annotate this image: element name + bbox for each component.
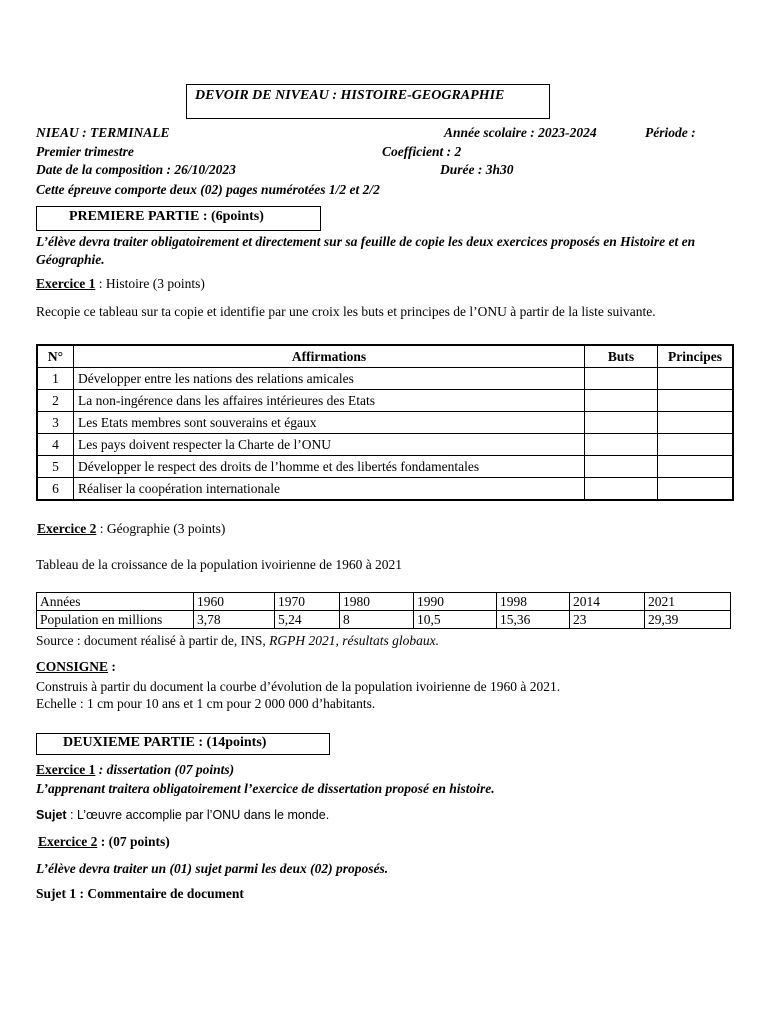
annee-scolaire: Année scolaire : 2023-2024 bbox=[444, 125, 597, 140]
row-number: 4 bbox=[37, 434, 74, 456]
consigne-label: CONSIGNE bbox=[36, 659, 109, 674]
table-row bbox=[37, 368, 733, 390]
pages-info: Cette épreuve comporte deux (02) pages numérotées 1/2 et 2/2 bbox=[36, 182, 380, 197]
year-cell: 1998 bbox=[497, 593, 570, 611]
trimestre: Premier trimestre bbox=[36, 144, 134, 159]
exercise2-label: Exercice 2 bbox=[37, 521, 97, 536]
part2-exercise1-subject: : dissertation (07 points) bbox=[95, 762, 235, 777]
part1-box bbox=[36, 206, 321, 231]
buts-cell bbox=[585, 434, 658, 456]
principes-cell bbox=[658, 412, 734, 434]
part2-exercise1-heading bbox=[36, 762, 234, 778]
population-cell: 5,24 bbox=[275, 611, 340, 629]
population-cell: 23 bbox=[570, 611, 645, 629]
row-text: Développer entre les nations des relations amicales bbox=[74, 368, 585, 390]
table2-caption: Tableau de la croissance de la population ivoirienne de 1960 à 2021 bbox=[36, 557, 403, 572]
population-table bbox=[36, 592, 731, 629]
duree: Durée : 3h30 bbox=[440, 162, 514, 177]
part2-exercise1-label: Exercice 1 bbox=[36, 762, 96, 777]
exercise1-heading bbox=[36, 276, 205, 292]
row-text: Les pays doivent respecter la Charte de l’ONU bbox=[74, 434, 585, 456]
table-row bbox=[37, 412, 733, 434]
buts-cell bbox=[585, 368, 658, 390]
col-affirmations: Affirmations bbox=[74, 345, 585, 368]
row-text: Les Etats membres sont souverains et égaux bbox=[74, 412, 585, 434]
coefficient: Coefficient : 2 bbox=[382, 144, 462, 159]
niveau: NIEAU : TERMINALE bbox=[36, 125, 170, 140]
row-text: Réaliser la coopération internationale bbox=[74, 478, 585, 501]
exercise1-text: Recopie ce tableau sur ta copie et identifie par une croix les buts et principes de l’ONU à partir de la liste suivante. bbox=[36, 304, 656, 319]
year-cell: 2014 bbox=[570, 593, 645, 611]
part2-exercise2-label: Exercice 2 bbox=[38, 834, 98, 849]
year-cell: 2021 bbox=[645, 593, 731, 611]
buts-cell bbox=[585, 412, 658, 434]
exam-title: DEVOIR DE NIVEAU : HISTOIRE-GEOGRAPHIE bbox=[195, 88, 505, 103]
part2-exercise2-heading bbox=[38, 834, 170, 850]
table-row bbox=[37, 456, 733, 478]
part2-exercise1-instruction: L’apprenant traitera obligatoirement l’exercice de dissertation proposé en histoire. bbox=[36, 781, 495, 796]
population-cell: 3,78 bbox=[194, 611, 275, 629]
consigne-text: Construis à partir du document la courbe d’évolution de la population ivoirienne de 1960 à 2021. bbox=[36, 679, 561, 694]
part2-title: DEUXIEME PARTIE : (14points) bbox=[63, 735, 267, 750]
row-number: 5 bbox=[37, 456, 74, 478]
row-text: Développer le respect des droits de l’homme et des libertés fondamentales bbox=[74, 456, 585, 478]
source-prefix: Source : document réalisé à partir de, INS, bbox=[36, 633, 270, 648]
part2-exercise2-instruction: L’élève devra traiter un (01) sujet parmi les deux (02) proposés. bbox=[36, 861, 389, 876]
buts-cell bbox=[585, 456, 658, 478]
sujet1-heading: Sujet 1 : Commentaire de document bbox=[36, 886, 244, 901]
year-cell: 1980 bbox=[340, 593, 414, 611]
year-cell: 1970 bbox=[275, 593, 340, 611]
echelle: Echelle : 1 cm pour 10 ans et 1 cm pour 2 000 000 d’habitants. bbox=[36, 696, 376, 711]
population-cell: 15,36 bbox=[497, 611, 570, 629]
part2-box bbox=[36, 733, 330, 755]
table-row bbox=[37, 390, 733, 412]
population-cell: 29,39 bbox=[645, 611, 731, 629]
exercise1-subject: : Histoire (3 points) bbox=[95, 276, 205, 291]
date-composition: Date de la composition : 26/10/2023 bbox=[36, 162, 236, 177]
table-header-row bbox=[37, 345, 733, 368]
population-cell: 10,5 bbox=[414, 611, 497, 629]
principes-cell bbox=[658, 456, 734, 478]
principes-cell bbox=[658, 368, 734, 390]
exercise1-label: Exercice 1 bbox=[36, 276, 96, 291]
row-number: 2 bbox=[37, 390, 74, 412]
sujet-label: Sujet bbox=[36, 808, 67, 822]
buts-cell bbox=[585, 478, 658, 501]
onu-table bbox=[36, 344, 734, 501]
principes-cell bbox=[658, 478, 734, 501]
table-row bbox=[37, 478, 733, 501]
consigne-heading bbox=[36, 659, 116, 675]
principes-cell bbox=[658, 390, 734, 412]
years-row bbox=[37, 593, 731, 611]
source-line bbox=[36, 633, 439, 649]
part1-instruction: L’élève devra traiter obligatoirement et directement sur sa feuille de copie les deux exercices proposés en Histoire et en Géographie. bbox=[36, 234, 696, 267]
row-text: La non-ingérence dans les affaires intérieures des Etats bbox=[74, 390, 585, 412]
sujet-line bbox=[36, 808, 329, 822]
col-number: N° bbox=[37, 345, 74, 368]
buts-cell bbox=[585, 390, 658, 412]
population-label: Population en millions bbox=[37, 611, 194, 629]
year-cell: 1990 bbox=[414, 593, 497, 611]
consigne-colon: : bbox=[108, 659, 116, 674]
year-cell: 1960 bbox=[194, 593, 275, 611]
col-buts: Buts bbox=[585, 345, 658, 368]
row-number: 3 bbox=[37, 412, 74, 434]
row-number: 1 bbox=[37, 368, 74, 390]
source-italic: RGPH 2021, résultats globaux. bbox=[269, 633, 440, 648]
years-label: Années bbox=[37, 593, 194, 611]
table-row bbox=[37, 434, 733, 456]
exercise2-subject: : Géographie (3 points) bbox=[96, 521, 226, 536]
row-number: 6 bbox=[37, 478, 74, 501]
part1-title: PREMIERE PARTIE : (6points) bbox=[69, 209, 264, 224]
population-cell: 8 bbox=[340, 611, 414, 629]
part2-exercise2-subject: : (07 points) bbox=[97, 834, 170, 849]
col-principes: Principes bbox=[658, 345, 734, 368]
title-box bbox=[186, 84, 550, 119]
exercise2-heading bbox=[37, 521, 225, 537]
principes-cell bbox=[658, 434, 734, 456]
population-row bbox=[37, 611, 731, 629]
periode: Période : bbox=[645, 125, 696, 140]
sujet-text: : L’œuvre accomplie par l’ONU dans le monde. bbox=[66, 808, 330, 822]
